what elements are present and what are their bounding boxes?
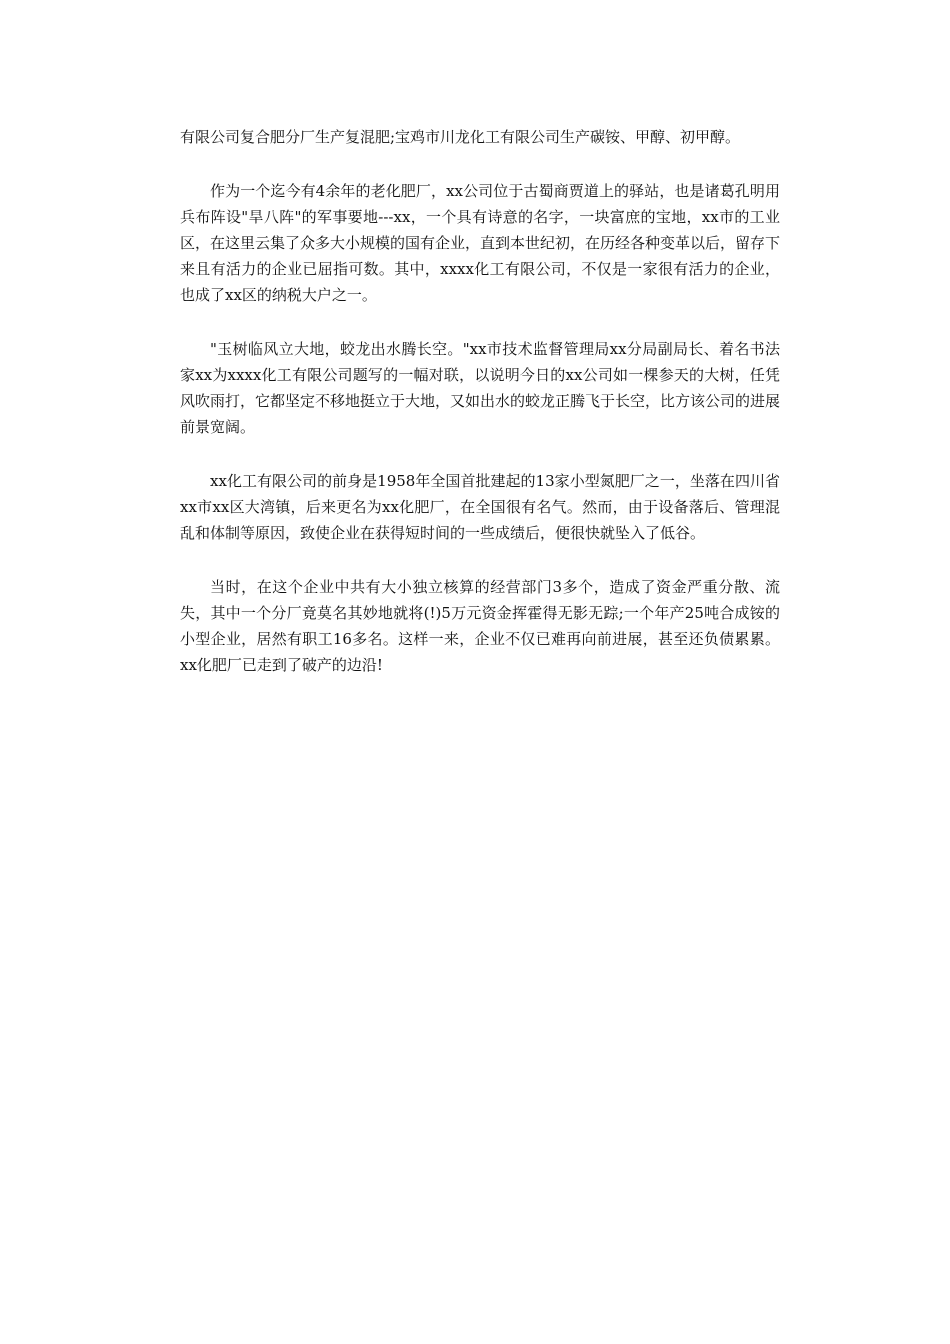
- document-body: [180, 124, 780, 706]
- paragraph-2: 作为一个迄今有4余年的老化肥厂，xx公司位于古蜀商贾道上的驿站，也是诸葛孔明用兵布阵设"旱八阵"的军事要地---xx，一个具有诗意的名字，一块富庶的宝地，xx市的工业区，在这里云集了众多大小规模的国有企业，直到本世纪初，在历经各种变革以后，留存下来且有活力的企业已屈指可数。其中，xxxx化工有限公司，不仅是一家很有活力的企业，也成了xx区的纳税大户之一。: [180, 182, 781, 304]
- paragraph-1: 有限公司复合肥分厂生产复混肥;宝鸡市川龙化工有限公司生产碳铵、甲醇、初甲醇。: [180, 128, 741, 146]
- paragraph-3: "玉树临风立大地，蛟龙出水腾长空。"xx市技术监督管理局xx分局副局长、着名书法家xx为xxxx化工有限公司题写的一幅对联，以说明今日的xx公司如一棵参天的大树，任凭风吹雨打，它都坚定不移地挺立于大地，又如出水的蛟龙正腾飞于长空，比方该公司的进展前景宽阔。: [180, 340, 781, 436]
- paragraph-5: 当时，在这个企业中共有大小独立核算的经营部门3多个，造成了资金严重分散、流失，其中一个分厂竟莫名其妙地就将(!)5万元资金挥霍得无影无踪;一个年产25吨合成铵的小型企业，居然有职工16多名。这样一来，企业不仅已难再向前进展，甚至还负债累累。xx化肥厂已走到了破产的边沿!: [180, 578, 780, 674]
- paragraph-4: xx化工有限公司的前身是1958年全国首批建起的13家小型氮肥厂之一，坐落在四川省xx市xx区大湾镇，后来更名为xx化肥厂，在全国很有名气。然而，由于设备落后、管理混乱和体制等原因，致使企业在获得短时间的一些成绩后，便很快就坠入了低谷。: [180, 472, 780, 542]
